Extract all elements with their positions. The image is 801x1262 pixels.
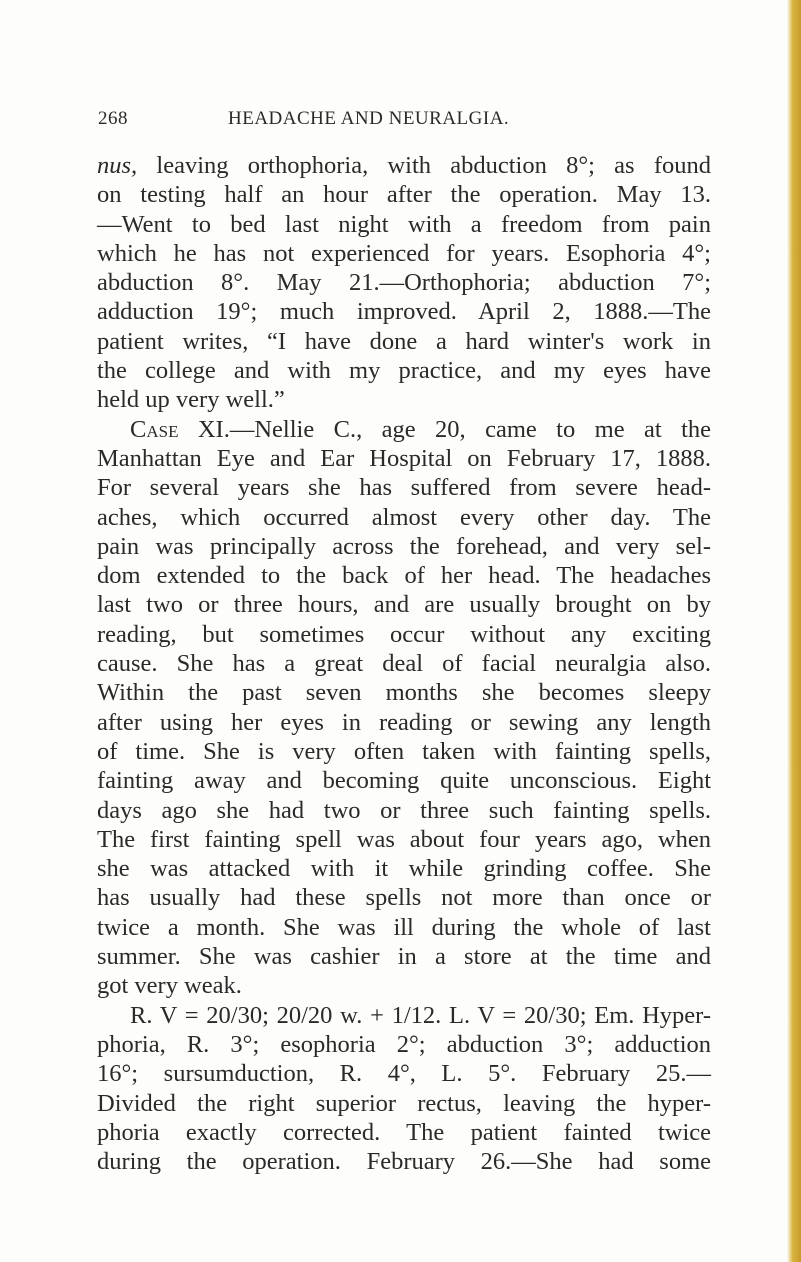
body-text [97,151,711,1176]
text-line: —Went to bed last night with a freedom from pain [97,210,711,238]
text-line: has usually had these spells not more than once or [97,884,711,912]
text-line: after using her eyes in reading or sewing any length [97,708,711,736]
text-line: of time. She is very often taken with fainting spells, [97,737,711,765]
text-line: Divided the right superior rectus, leaving the hyper- [97,1089,711,1117]
text-line: phoria, R. 3°; esophoria 2°; abduction 3°; adduction [97,1030,711,1058]
text-line: nus, leaving orthophoria, with abduction 8°; as found [97,152,711,179]
italic-word: nus, [97,152,138,179]
text-line: last two or three hours, and are usually brought on by [97,591,711,619]
text-line: got very weak. [97,972,242,1000]
text-line: dom extended to the back of her head. The headaches [97,562,711,590]
text-line: phoria exactly corrected. The patient fainted twice [97,1118,711,1146]
text-line: pain was principally across the forehead, and very sel- [97,532,711,560]
text-line: patient writes, “I have done a hard winter's work in [97,327,711,355]
text-line: cause. She has a great deal of facial neuralgia also. [97,650,711,678]
page-number: 268 [98,108,128,129]
text-line: fainting away and becoming quite unconscious. Eight [97,767,711,795]
page-header [98,108,708,138]
text-line: which he has not experienced for years. Esophoria 4°; [97,239,711,267]
text-line: twice a month. She was ill during the whole of last [97,913,711,941]
case-heading: Case XI. [130,415,230,443]
text-line: days ago she had two or three such fainting spells. [97,796,711,824]
page-edge [787,0,801,1262]
text-line: Within the past seven months she becomes sleepy [97,679,711,707]
running-title: HEADACHE AND NEURALGIA. [228,108,510,129]
text-line: 16°; sursumduction, R. 4°, L. 5°. February 25.— [97,1060,711,1088]
text-line: during the operation. February 26.—She had some [97,1148,711,1176]
text-line: The first fainting spell was about four years ago, when [97,825,711,853]
text-line: held up very well.” [97,386,285,414]
text-line: she was attacked with it while grinding coffee. She [97,855,711,883]
text-line: R. V = 20/30; 20/20 w. + 1/12. L. V = 20/30; Em. Hyper- [130,1001,711,1029]
text-line: Manhattan Eye and Ear Hospital on February 17, 1888. [97,444,711,472]
text-line: aches, which occurred almost every other day. The [97,503,711,531]
text-line: For several years she has suffered from severe head- [97,474,711,502]
text-line: reading, but sometimes occur without any exciting [97,620,711,648]
text-line: on testing half an hour after the operation. May 13. [97,181,711,209]
text-line: summer. She was cashier in a store at the time and [97,943,711,971]
text-line: the college and with my practice, and my eyes have [97,357,711,385]
text-line: adduction 19°; much improved. April 2, 1888.—The [97,298,711,326]
text-line: Case XI.—Nellie C., age 20, came to me at the [130,415,712,443]
text-line: abduction 8°. May 21.—Orthophoria; abduction 7°; [97,269,711,297]
